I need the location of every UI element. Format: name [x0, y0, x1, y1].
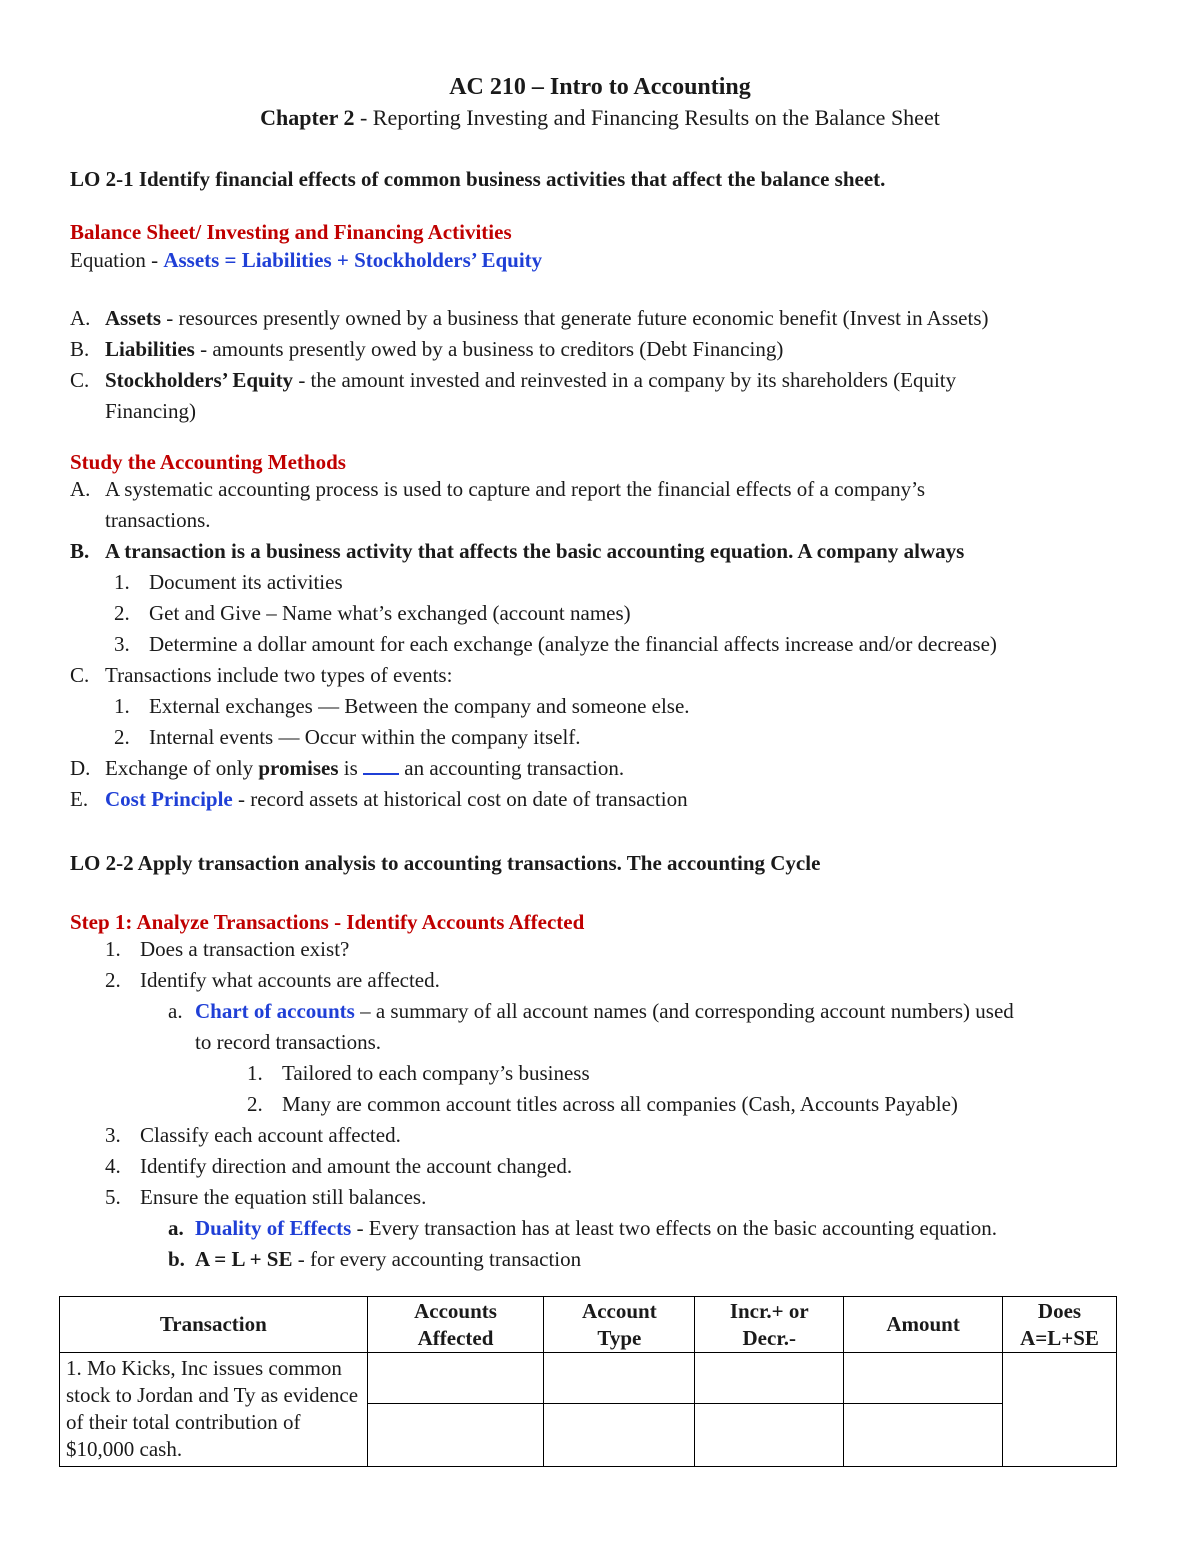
list-label: A. [70, 477, 91, 501]
list-num: 1. [114, 694, 130, 718]
methods-item-d-mid: is [338, 756, 364, 780]
list-item-liabilities [70, 334, 783, 365]
methods-b-sub-3 [114, 629, 997, 660]
methods-item-b-text: A transaction is a business activity that affects the basic accounting equation. A company always [105, 539, 965, 563]
list-label: D. [70, 756, 91, 780]
lo2-heading: LO 2-2 Apply transaction analysis to accounting transactions. The accounting Cycle [70, 851, 821, 875]
cell-amount-2[interactable] [844, 1404, 1003, 1467]
definition-equity-cont: Financing) [105, 399, 196, 423]
header-line: A=L+SE [1020, 1325, 1099, 1350]
list-num: 4. [105, 1154, 121, 1178]
methods-item-a-text: A systematic accounting process is used to capture and report the financial effects of a company’s [105, 477, 926, 501]
chart-sub-1 [247, 1058, 590, 1089]
header-line: Affected [417, 1325, 494, 1350]
list-text: Does a transaction exist? [140, 937, 350, 961]
list-label: C. [70, 368, 90, 392]
list-label: A. [70, 306, 91, 330]
methods-item-c [70, 660, 452, 691]
cell-accounts-2[interactable] [367, 1404, 544, 1467]
header-transaction: Transaction [60, 1297, 368, 1353]
list-num: 5. [105, 1185, 121, 1209]
list-text: Many are common account titles across all companies (Cash, Accounts Payable) [282, 1092, 958, 1116]
list-text: Determine a dollar amount for each exchange (analyze the financial affects increase and/or decrease) [149, 632, 997, 656]
duality-item [168, 1213, 997, 1244]
list-text: Internal events — Occur within the company itself. [149, 725, 581, 749]
list-text: Document its activities [149, 570, 343, 594]
chapter-title [0, 102, 1200, 133]
methods-b-sub-2 [114, 598, 631, 629]
list-label: a. [168, 999, 183, 1023]
methods-item-d [70, 753, 624, 784]
term-liabilities: Liabilities [105, 337, 195, 361]
header-account-type [544, 1297, 695, 1353]
cell-type-2[interactable] [544, 1404, 695, 1467]
list-num: 1. [105, 937, 121, 961]
chart-sub-2 [247, 1089, 958, 1120]
header-amount: Amount [844, 1297, 1003, 1353]
list-text: Identify direction and amount the account changed. [140, 1154, 573, 1178]
chart-of-accounts-cont: to record transactions. [195, 1030, 382, 1054]
list-label: C. [70, 663, 90, 687]
list-num: 2. [114, 601, 130, 625]
methods-c-sub-2 [114, 722, 581, 753]
equation-prefix: Equation - [70, 248, 164, 272]
cell-type-1[interactable] [544, 1353, 695, 1404]
list-label: B. [70, 539, 90, 563]
step1-item-1 [105, 934, 349, 965]
term-equity: Stockholders’ Equity [105, 368, 294, 392]
chapter-label: Chapter 2 [260, 105, 355, 130]
list-num: 2. [247, 1092, 263, 1116]
list-label: E. [70, 787, 89, 811]
methods-item-d-post: an accounting transaction. [399, 756, 625, 780]
cell-direction-2[interactable] [695, 1404, 844, 1467]
header-does-balance [1003, 1297, 1117, 1353]
equation-line [70, 245, 542, 276]
step1-item-5 [105, 1182, 426, 1213]
fill-in-blank [363, 755, 399, 775]
list-text: Tailored to each company’s business [282, 1061, 590, 1085]
cell-accounts-1[interactable] [367, 1353, 544, 1404]
list-num: 1. [247, 1061, 263, 1085]
term-duality-of-effects: Duality of Effects [195, 1216, 352, 1240]
header-line: Incr.+ or [729, 1298, 809, 1323]
term-assets: Assets [105, 306, 161, 330]
cell-amount-1[interactable] [844, 1353, 1003, 1404]
header-incr-decr [695, 1297, 844, 1353]
list-text: External exchanges — Between the company and someone else. [149, 694, 690, 718]
definition-equity: - the amount invested and reinvested in a company by its shareholders (Equity [293, 368, 957, 392]
methods-c-sub-1 [114, 691, 690, 722]
equation-text: Assets = Liabilities + Stockholders’ Equity [163, 248, 543, 272]
equation-item [168, 1244, 581, 1275]
methods-item-a [70, 474, 925, 505]
methods-item-c-text: Transactions include two types of events: [105, 663, 453, 687]
methods-item-a-cont: transactions. [105, 508, 211, 532]
methods-item-e-text: - record assets at historical cost on date of transaction [232, 787, 688, 811]
lo1-heading: LO 2-1 Identify financial effects of common business activities that affect the balance sheet. [70, 167, 886, 191]
term-a-l-se: A = L + SE [195, 1247, 293, 1271]
list-label: B. [70, 337, 90, 361]
step1-item-4 [105, 1151, 572, 1182]
balance-sheet-heading: Balance Sheet/ Investing and Financing Activities [70, 220, 512, 244]
equation-item-text: - for every accounting transaction [292, 1247, 582, 1271]
list-item-equity [70, 365, 956, 396]
transaction-table [59, 1296, 1117, 1467]
list-num: 3. [105, 1123, 121, 1147]
chart-of-accounts-text: – a summary of all account names (and corresponding account numbers) used [354, 999, 1014, 1023]
table-row [60, 1353, 1117, 1404]
cell-direction-1[interactable] [695, 1353, 844, 1404]
header-line: Does [1037, 1298, 1082, 1323]
list-text: Classify each account affected. [140, 1123, 401, 1147]
list-label: b. [168, 1247, 185, 1271]
definition-assets: - resources presently owned by a business that generate future economic benefit (Invest in Assets) [161, 306, 989, 330]
transaction-description: 1. Mo Kicks, Inc issues common stock to Jordan and Ty as evidence of their total contribution of $10,000 cash. [60, 1353, 368, 1467]
list-num: 2. [114, 725, 130, 749]
header-line: Type [597, 1325, 642, 1350]
list-text: Get and Give – Name what’s exchanged (account names) [149, 601, 631, 625]
cell-balance[interactable] [1003, 1353, 1117, 1467]
list-num: 3. [114, 632, 130, 656]
header-accounts-affected [367, 1297, 544, 1353]
methods-item-d-pre: Exchange of only [105, 756, 259, 780]
definition-liabilities: - amounts presently owed by a business to creditors (Debt Financing) [194, 337, 784, 361]
term-promises: promises [258, 756, 339, 780]
table-header-row [60, 1297, 1117, 1353]
header-line: Decr.- [742, 1325, 796, 1350]
duality-text: - Every transaction has at least two effects on the basic accounting equation. [351, 1216, 998, 1240]
chapter-name: - Reporting Investing and Financing Results on the Balance Sheet [354, 105, 940, 130]
step1-item-3 [105, 1120, 401, 1151]
header-line: Account [582, 1298, 657, 1323]
step1-heading: Step 1: Analyze Transactions - Identify Accounts Affected [70, 910, 585, 934]
list-item-assets [70, 303, 989, 334]
methods-b-sub-1 [114, 567, 343, 598]
chart-of-accounts-item [168, 996, 1014, 1027]
study-methods-heading: Study the Accounting Methods [70, 450, 346, 474]
methods-item-b [70, 536, 964, 567]
list-text: Identify what accounts are affected. [140, 968, 440, 992]
step1-item-2 [105, 965, 440, 996]
list-label: a. [168, 1216, 184, 1240]
term-chart-of-accounts: Chart of accounts [195, 999, 355, 1023]
course-title: AC 210 – Intro to Accounting [449, 74, 751, 100]
header-line: Accounts [414, 1298, 497, 1323]
list-num: 2. [105, 968, 121, 992]
list-num: 1. [114, 570, 130, 594]
term-cost-principle: Cost Principle [105, 787, 233, 811]
list-text: Ensure the equation still balances. [140, 1185, 427, 1209]
methods-item-e [70, 784, 688, 815]
